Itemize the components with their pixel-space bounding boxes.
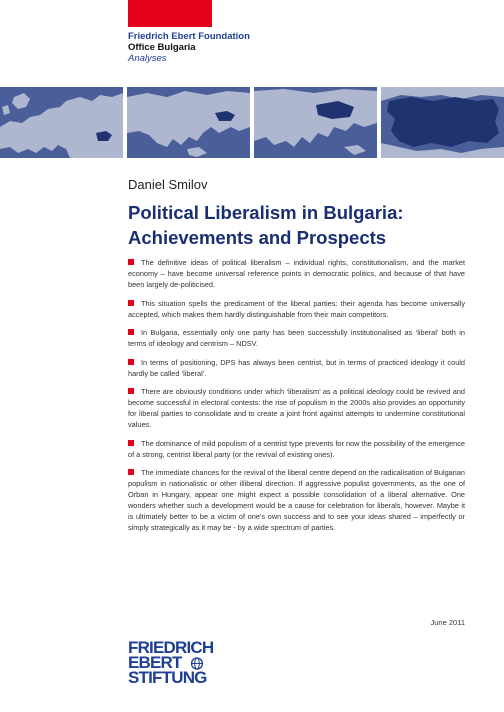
summary-body bbox=[128, 257, 465, 541]
logo-line-1: FRIEDRICH bbox=[128, 638, 214, 657]
summary-paragraph bbox=[128, 386, 465, 430]
office-name: Office Bulgaria bbox=[128, 42, 196, 53]
europe-map bbox=[0, 87, 123, 158]
publication-date: June 2011 bbox=[430, 618, 465, 627]
red-square-bullet-icon bbox=[128, 329, 134, 335]
top-red-bar bbox=[128, 0, 212, 27]
author-name: Daniel Smilov bbox=[128, 177, 208, 192]
red-square-bullet-icon bbox=[128, 388, 134, 394]
paragraph-text: In terms of positioning, DPS has always been centrist, but in terms of practiced ideology it could hardly be called ‘liberal’. bbox=[128, 357, 465, 378]
southeast-europe-map bbox=[127, 87, 250, 158]
org-name: Friedrich Ebert Foundation bbox=[128, 31, 250, 42]
summary-paragraph bbox=[128, 438, 465, 460]
paragraph-text: There are obviously conditions under which ‘liberalism’ as a political ideology could be revived and become successful in electoral contests: the rise of populism in the 2000s also provides an opportunity for liberal parties to consolidate and to create a joint front against attempts to undermine constitutional values. bbox=[128, 386, 465, 430]
paragraph-text: This situation spells the predicament of the liberal parties: their agenda has become universally accepted, which makes them hardly distinguishable from their main competitors. bbox=[128, 298, 465, 319]
paragraph-text: In Bulgaria, essentially only one party has been successfully institutionalised as ‘liberal’ both in terms of ideology and centrism – NDSV. bbox=[128, 328, 465, 349]
title-line-1: Political Liberalism in Bulgaria: bbox=[128, 202, 404, 223]
paragraph-text: The dominance of mild populism of a centrist type prevents for now the possibility of the emergence of a strong, centrist liberal party (or the revival of existing ones). bbox=[128, 438, 465, 459]
series-label: Analyses bbox=[128, 53, 167, 64]
map-strip bbox=[0, 87, 504, 158]
logo-line-3: STIFTUNG bbox=[128, 668, 207, 687]
paragraph-text: The definitive ideas of political liberalism – individual rights, constitutionalism, and the market economy – have become universal reference points in democratic politics, and because of that have been largely de-politicised. bbox=[128, 258, 465, 290]
summary-paragraph bbox=[128, 357, 465, 379]
summary-paragraph bbox=[128, 257, 465, 290]
summary-paragraph bbox=[128, 327, 465, 349]
red-square-bullet-icon bbox=[128, 359, 134, 365]
red-square-bullet-icon bbox=[128, 469, 134, 475]
logo-line-2-text: EBERT bbox=[128, 653, 182, 672]
balkans-map bbox=[254, 87, 377, 158]
fes-logo bbox=[128, 640, 213, 685]
bulgaria-map bbox=[381, 87, 504, 158]
summary-paragraph bbox=[128, 467, 465, 533]
red-square-bullet-icon bbox=[128, 259, 134, 265]
summary-paragraph bbox=[128, 298, 465, 320]
paragraph-text: The immediate chances for the revival of the liberal centre depend on the radicalisation of Bulgarian populism in nationalistic or other illiberal direction. If aggressive populist governments, as the one of Orban in Hungary, appear one might expect a possible consolidation of a liberal alternative. One wonders whether such a development would be a cause for celebration for liberals, however. Maybe it is ultimately better to be a victim of one’s own success and to see your ideas shared – imperfectly or simply strategically as it may be - by a wide spectrum of parties. bbox=[128, 468, 465, 533]
red-square-bullet-icon bbox=[128, 300, 134, 306]
red-square-bullet-icon bbox=[128, 440, 134, 446]
title-line-2: Achievements and Prospects bbox=[128, 227, 387, 248]
header bbox=[128, 31, 250, 64]
document-title bbox=[128, 200, 458, 250]
